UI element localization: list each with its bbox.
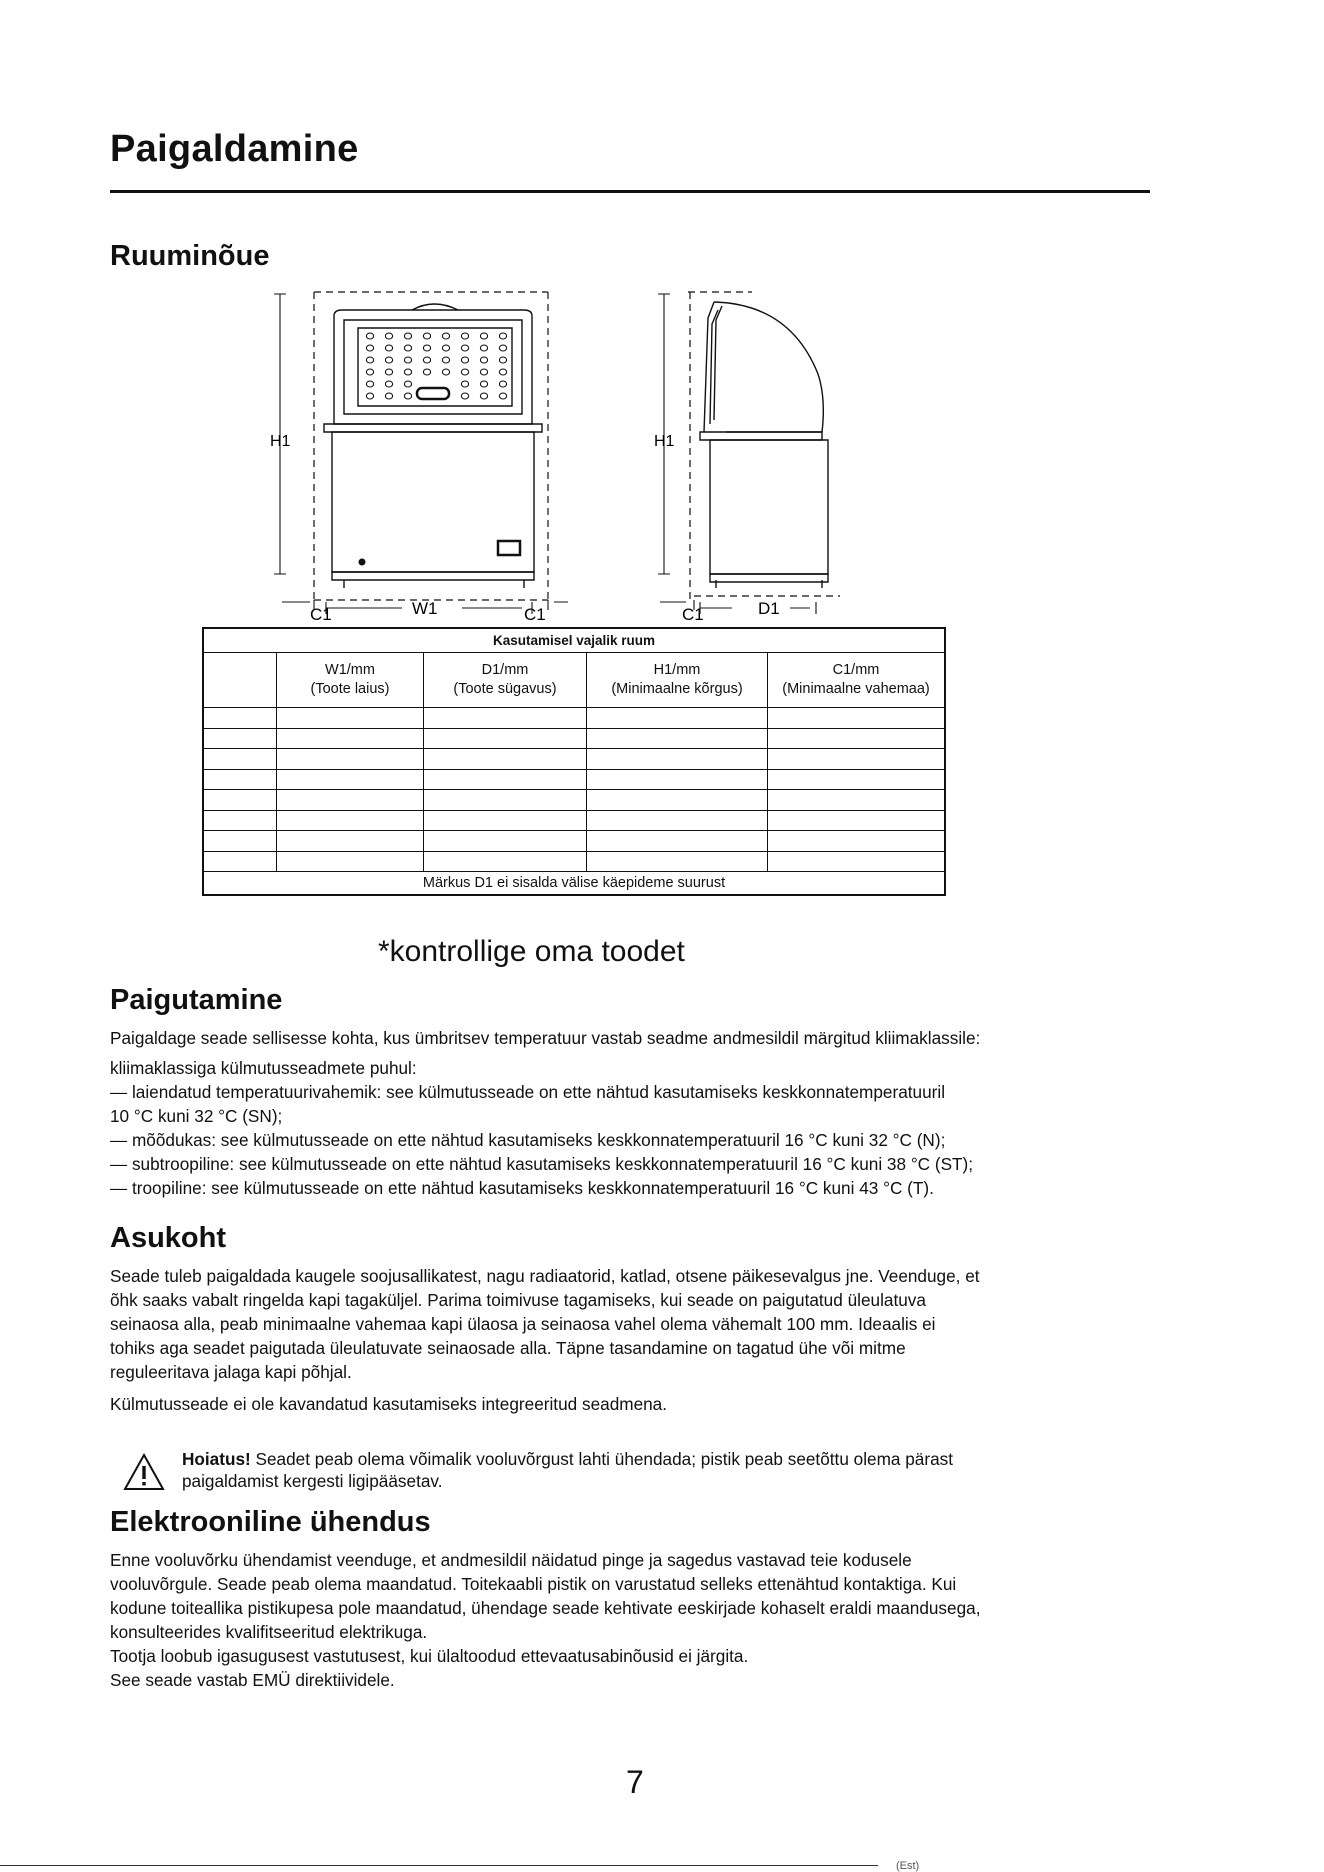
- vent-hole: [499, 369, 506, 375]
- vent-hole: [461, 345, 468, 351]
- location-text: Seade tuleb paigaldada kaugele soojusallikatest, nagu radiaatorid, katlad, otsene päikesevalgus jne. Veenduge, et õhk saaks vabalt ringelda kapi tagaküljel. Parima toimivuse tagamiseks, kui seade on paigutatud üleulatuva seinaosa alla, peab minimaalne vahemaa kapi ülaosa ja seinaosa vahel olema vähemalt 100 mm. Ideaalis ei tohiks aga seadet paigutada üleulatuvate seinaosade alla. Täpne tasandamine on tagatud ühe või mitme reguleeritava jalaga kapi põhjal.: [110, 1266, 980, 1382]
- vent-hole: [499, 357, 506, 363]
- col-w1: W1/mm (Toote laius): [277, 653, 424, 708]
- vent-hole: [442, 369, 449, 375]
- d1-label: D1: [758, 599, 780, 618]
- table-row: [203, 790, 945, 811]
- location-extra: Külmutusseade ei ole kavandatud kasutamiseks integreeritud seadmena.: [110, 1394, 668, 1414]
- vent-hole: [480, 369, 487, 375]
- vent-hole: [499, 393, 506, 399]
- vent-hole: [385, 333, 392, 339]
- col-d1: D1/mm (Toote sügavus): [424, 653, 587, 708]
- vent-hole: [480, 357, 487, 363]
- table-row: [203, 749, 945, 770]
- vent-hole: [461, 393, 468, 399]
- table-title: Kasutamisel vajalik ruum: [203, 628, 945, 653]
- vent-hole: [461, 381, 468, 387]
- w1-label: W1: [412, 599, 438, 618]
- vent-hole: [385, 381, 392, 387]
- vent-hole: [385, 345, 392, 351]
- vent-hole: [480, 345, 487, 351]
- vent-hole: [499, 345, 506, 351]
- warning-text: Hoiatus! Seadet peab olema võimalik vooluvõrgust lahti ühendada; pistik peab seetõttu olema pärast paigaldamist kergesti ligipääsetav.: [182, 1449, 954, 1491]
- vent-hole: [423, 369, 430, 375]
- placement-list: kliimaklassiga külmutusseadmete puhul: — laiendatud temperatuurivahemik: see külmutusseade on ette nähtud kasutamiseks keskkonnatemperatuuril 10 °C kuni 32 °C (SN); — mõõdukas: see külmutusseade on ette nähtud kasutamiseks keskkonnatemperatuuril 16 °C kuni 32 °C (N); — subtroopiline: see külmutusseade on ette nähtud kasutamiseks keskkonnatemperatuuril 16 °C kuni 38 °C (ST); — troopiline: see külmutusseade on ette nähtud kasutamiseks keskkonnatemperatuuril 16 °C kuni 43 °C (T).: [110, 1058, 974, 1198]
- freezer-front-diagram: [262, 284, 582, 624]
- language-mark: (Est): [896, 1860, 920, 1872]
- vent-hole: [366, 381, 373, 387]
- vent-hole: [385, 357, 392, 363]
- table-row: [203, 708, 945, 729]
- vent-hole: [442, 333, 449, 339]
- vent-hole: [366, 357, 373, 363]
- vent-hole: [423, 345, 430, 351]
- c1-label-right: C1: [524, 605, 546, 624]
- vent-hole: [480, 381, 487, 387]
- vent-hole: [461, 333, 468, 339]
- vent-hole: [480, 393, 487, 399]
- check-product-note: *kontrollige oma toodet: [378, 935, 685, 968]
- warning-icon: [122, 1452, 166, 1492]
- vent-hole: [404, 333, 411, 339]
- col-c1: C1/mm (Minimaalne vahemaa): [768, 653, 946, 708]
- vent-hole: [404, 381, 411, 387]
- table-row: [203, 728, 945, 749]
- table-row: [203, 769, 945, 790]
- vent-hole: [366, 393, 373, 399]
- vent-hole: [423, 333, 430, 339]
- table-header-row: [203, 653, 945, 708]
- vent-hole: [404, 369, 411, 375]
- table-row: [203, 831, 945, 852]
- col-h1: H1/mm (Minimaalne kõrgus): [587, 653, 768, 708]
- page-title: Paigaldamine: [110, 128, 359, 170]
- vent-hole: [385, 369, 392, 375]
- title-divider: [110, 190, 1150, 193]
- vent-hole: [480, 333, 487, 339]
- vent-hole: [423, 357, 430, 363]
- table-row: [203, 810, 945, 831]
- footer-divider: [0, 1865, 878, 1866]
- table-row: [203, 851, 945, 872]
- section-heading-location: Asukoht: [110, 1222, 226, 1254]
- h1-label-front: H1: [270, 433, 291, 450]
- space-requirement-table: [202, 627, 946, 896]
- vent-hole: [366, 333, 373, 339]
- vent-hole: [442, 345, 449, 351]
- vent-hole: [366, 369, 373, 375]
- placement-intro: Paigaldage seade sellisesse kohta, kus ümbritsev temperatuur vastab seadme andmesildil märgitud kliimaklassile:: [110, 1028, 981, 1048]
- page-number: 7: [626, 1764, 644, 1800]
- vent-hole: [461, 369, 468, 375]
- table-note: Märkus D1 ei sisalda välise käepideme suurust: [203, 872, 945, 896]
- vent-hole: [442, 357, 449, 363]
- freezer-side-diagram: [640, 284, 860, 624]
- vent-hole: [404, 357, 411, 363]
- section-heading-room: Ruuminõue: [110, 240, 270, 272]
- section-heading-placement: Paigutamine: [110, 984, 283, 1016]
- c1-label-left: C1: [310, 605, 332, 624]
- h1-label-side: H1: [654, 433, 675, 450]
- section-heading-electric: Elektrooniline ühendus: [110, 1506, 431, 1538]
- vent-hole: [499, 333, 506, 339]
- vent-hole: [461, 357, 468, 363]
- electric-text: Enne vooluvõrku ühendamist veenduge, et andmesildil näidatud pinge ja sagedus vastavad teie kodusele vooluvõrgule. Seade peab olema maandatud. Toitekaabli pistik on varustatud selleks ettenähtud kontaktiga. Kui kodune toiteallika pistikupesa pole maandatud, ühendage seade kehtivate eeskirjade kohaselt eraldi maandusega, konsulteerides kvalifitseeritud elektrikuga. Tootja loobub igasugusest vastutusest, kui ülaltoodud ettevaatusabinõusid ei järgita. See seade vastab EMÜ direktiividele.: [110, 1550, 981, 1690]
- vent-hole: [366, 345, 373, 351]
- c1-label-side: C1: [682, 605, 704, 624]
- vent-hole: [385, 393, 392, 399]
- vent-hole: [404, 393, 411, 399]
- vent-hole: [499, 381, 506, 387]
- vent-hole: [404, 345, 411, 351]
